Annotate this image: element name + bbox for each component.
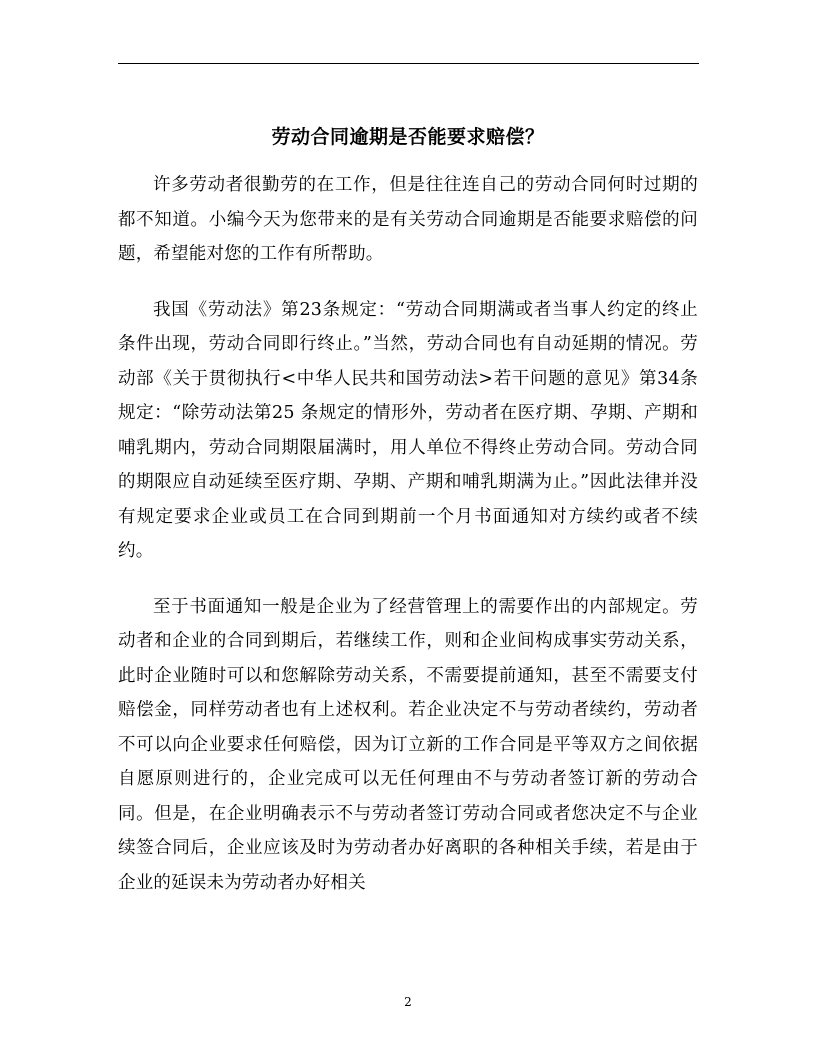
page-number: 2 (404, 995, 412, 1009)
document-title: 劳动合同逾期是否能要求赔偿？ (271, 126, 545, 148)
header-rule (118, 63, 699, 64)
paragraph-1: 许多劳动者很勤劳的在工作，但是往往连自己的劳动合同何时过期的都不知道。小编今天为您带来的是有关劳动合同逾期是否能要求赔偿的问题，希望能对您的工作有所帮助。 (118, 175, 698, 264)
paragraph-3: 至于书面通知一般是企业为了经营管理上的需要作出的内部规定。劳动者和企业的合同到期后，若继续工作，则和企业间构成事实劳动关系，此时企业随时可以和您解除劳动关系，不需要提前通知，甚至不需要支付赔偿金，同样劳动者也有上述权利。若企业决定不与劳动者续约，劳动者不可以向企业要求任何赔偿，因为订立新的工作合同是平等双方之间依据自愿原则进行的，企业完成可以无任何理由不与劳动者签订新的劳动合同。但是，在企业明确表示不与劳动者签订劳动合同或者您决定不与企业续签合同后，企业应该及时为劳动者办好离职的各种相关手续，若是由于企业的延误未为劳动者办好相关 (118, 596, 698, 893)
document-body (118, 168, 698, 900)
paragraph-2: 我国《劳动法》第23条规定：“劳动合同期满或者当事人约定的终止条件出现，劳动合同即行终止。”当然，劳动合同也有自动延期的情况。劳动部《关于贯彻执行<中华人民共和国劳动法>若干问题的意见》第34条规定：“除劳动法第25 条规定的情形外，劳动者在医疗期、孕期、产期和哺乳期内，劳动合同期限届满时，用人单位不得终止劳动合同。劳动合同的期限应自动延续至医疗期、孕期、产期和哺乳期满为止。”因此法律并没有规定要求企业或员工在合同到期前一个月书面通知对方续约或者不续约。 (118, 299, 698, 561)
